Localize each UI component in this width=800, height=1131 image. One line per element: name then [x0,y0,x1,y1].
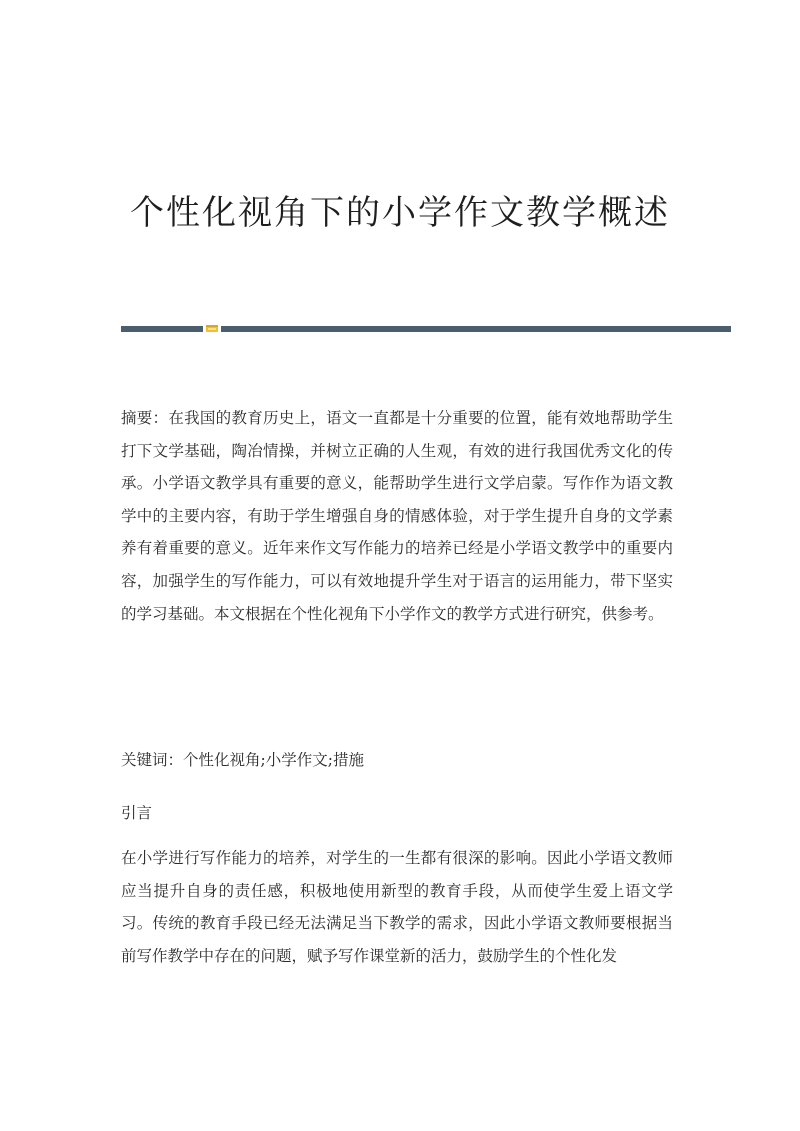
intro-heading: 引言 [121,804,153,822]
document-title: 个性化视角下的小学作文教学概述 [130,193,670,233]
divider-bar-right [221,326,731,332]
abstract-label: 摘要： [121,409,169,427]
keywords-line [121,744,673,777]
keywords-label: 关键词： [121,751,184,769]
abstract-paragraph [121,402,673,630]
divider-bar-left [121,326,203,332]
intro-paragraph: 在小学进行写作能力的培养，对学生的一生都有很深的影响。因此小学语文教师应当提升自身的责任感，积极地使用新型的教育手段，从而使学生爱上语文学习。传统的教育手段已经无法满足当下教学的需求，因此小学语文教师要根据当前写作教学中存在的问题，赋予写作课堂新的活力，鼓励学生的个性化发 [121,849,673,965]
title-divider [121,325,731,333]
keywords-text: 个性化视角;小学作文;措施 [183,751,364,769]
pencil-icon [205,323,219,334]
abstract-text: 在我国的教育历史上，语文一直都是十分重要的位置，能有效地帮助学生打下文学基础，陶冶情操，并树立正确的人生观，有效的进行我国优秀文化的传承。小学语文教学具有重要的意义，能帮助学生进行文学启蒙。写作作为语文教学中的主要内容，有助于学生增强自身的情感体验，对于学生提升自身的文学素养有着重要的意义。近年来作文写作能力的培养已经是小学语文教学中的重要内容，加强学生的写作能力，可以有效地提升学生对于语言的运用能力，带下坚实的学习基础。本文根据在个性化视角下小学作文的教学方式进行研究，供参考。 [121,409,673,623]
